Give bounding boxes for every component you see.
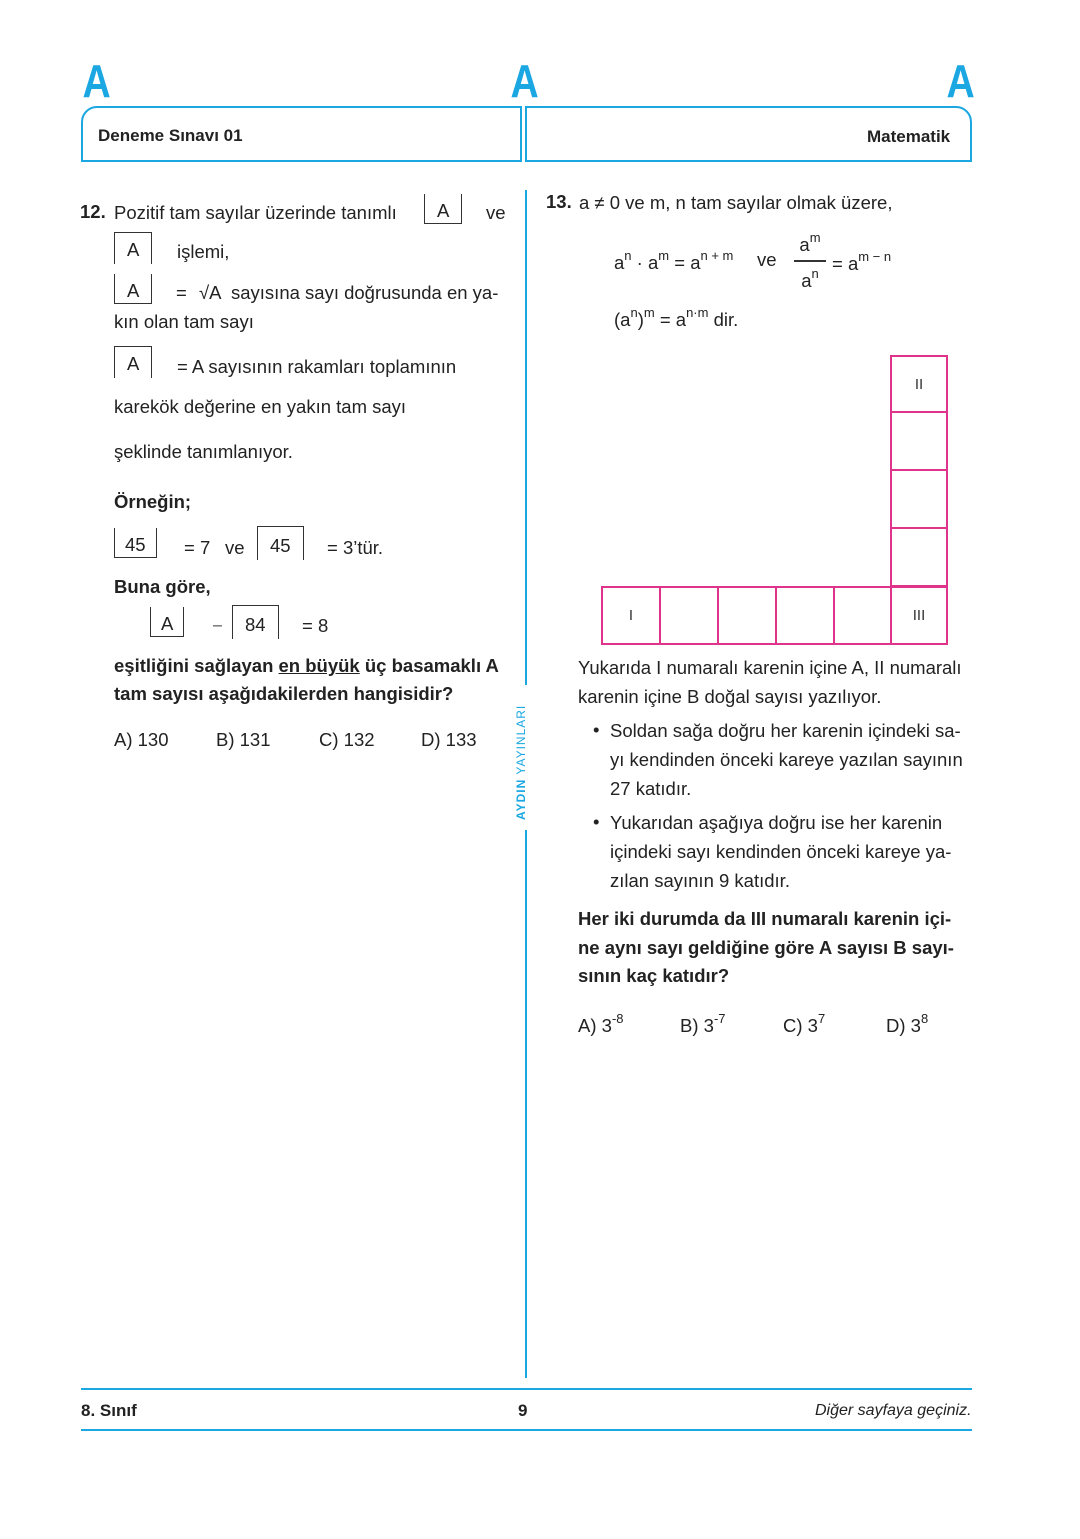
q12-floor-symbol-intro	[424, 194, 462, 224]
column-divider-top	[525, 190, 527, 685]
q12-ex-ve: ve	[225, 537, 245, 558]
q12-eq-floor	[150, 607, 184, 637]
grid-cell-III	[890, 586, 948, 645]
q13-option-c[interactable]	[783, 1011, 825, 1037]
q13-rule-dir: dir.	[713, 309, 739, 330]
q12-question-a: eşitliğini sağlayan	[114, 655, 279, 676]
q12-def1-floor	[114, 274, 152, 304]
q12-eq-res: = 8	[302, 615, 329, 636]
q13-fraction-bar	[794, 260, 826, 262]
q12-def1-text: sayısına sayı doğrusunda en ya-	[231, 282, 499, 303]
grid-cell-horizontal-2	[659, 586, 719, 645]
q12-line1	[114, 202, 397, 224]
grid-cell-horizontal-5	[833, 586, 892, 645]
logo-letter-right: A	[946, 55, 975, 107]
logo-letter-left: A	[82, 55, 111, 107]
q13-bullet2-dot: •	[593, 811, 600, 832]
grid-cell-horizontal-3	[717, 586, 777, 645]
q12-def2-ceil	[114, 346, 152, 378]
column-divider-bottom	[525, 830, 527, 1378]
q12-number: 12.	[80, 201, 106, 222]
side-brand-light: YAYINLARI	[514, 704, 528, 779]
footer-next-note: Diğer sayfaya geçiniz.	[815, 1402, 972, 1419]
q12-ceil-symbol-intro	[114, 232, 152, 264]
q13-rule-quotient-res: = $a^{m - n}$	[832, 249, 892, 274]
q13-rule-ve: ve	[757, 249, 777, 270]
q13-bullet2-line3: zılan sayının 9 katıdır.	[610, 870, 790, 891]
q12-ex-val1: 45	[125, 534, 146, 555]
q13-option-c-label: C) 3	[783, 1015, 818, 1036]
q12-option-b[interactable]: B) 131	[216, 729, 271, 750]
q12-eq-minus: −	[212, 615, 223, 636]
q13-rule-quotient-den: $a^n$	[801, 266, 819, 291]
footer-rule-top	[81, 1388, 972, 1390]
q13-option-d-label: D) 3	[886, 1015, 921, 1036]
q12-option-d[interactable]: D) 133	[421, 729, 477, 750]
q13-option-b[interactable]	[680, 1011, 726, 1037]
q12-def2-text2: karekök değerine en yakın tam sayı	[114, 396, 407, 417]
q13-question-line3: sının kaç katıdır?	[578, 965, 730, 986]
q12-def2-var: A	[127, 353, 140, 374]
q13-bullet1-line1: Soldan sağa doğru her karenin içindeki sa-	[610, 720, 961, 741]
q13-bullet2-line2: içindeki sayı kendinden önceki kareye ya-	[610, 841, 952, 862]
q12-given-label: Buna göre,	[114, 576, 211, 597]
q13-desc-line2: karenin içine B doğal sayısı yazılıyor.	[578, 686, 882, 707]
footer-page-number: 9	[518, 1401, 528, 1420]
grid-cell-vertical-2	[890, 411, 948, 471]
q13-desc-line1: Yukarıda I numaralı karenin içine A, II numaralı	[578, 657, 962, 678]
side-brand-bold: AYDIN	[514, 778, 528, 820]
q12-eq-ceil	[232, 605, 279, 639]
q12-operation: işlemi,	[177, 241, 230, 262]
q12-ex-ceil	[257, 526, 304, 560]
exam-title: Deneme Sınavı 01	[98, 126, 243, 145]
q13-option-c-exp: 7	[817, 1011, 826, 1026]
q13-rule-product: $a^n \cdot a^m = a^{n + m}$	[614, 248, 734, 273]
subject-title: Matematik	[867, 127, 951, 146]
side-brand	[514, 705, 528, 820]
q12-def1-text2: kın olan tam sayı	[114, 311, 254, 332]
q13-option-d[interactable]	[886, 1011, 928, 1037]
q13-option-b-exp: -7	[713, 1011, 726, 1026]
q13-question-line2: ne aynı sayı geldiğine göre A sayısı B sayı-	[578, 937, 954, 958]
q12-question-b: üç basamaklı A	[359, 655, 499, 676]
grid-label-II: II	[914, 375, 924, 393]
q12-eq-val: 84	[245, 614, 266, 635]
q13-bullet2-line1: Yukarıdan aşağıya doğru ise her karenin	[610, 812, 943, 833]
q12-var-a-ceil: A	[127, 239, 140, 260]
q13-bullet1-line2: yı kendinden önceki kareye yazılan sayının	[610, 749, 963, 770]
logo-letter-center: A	[510, 55, 539, 107]
q13-option-b-label: B) 3	[680, 1015, 714, 1036]
q12-def1-eq: =	[176, 282, 187, 303]
grid-cell-vertical-3	[890, 469, 948, 529]
q13-rule-quotient-num: $a^m$	[799, 230, 821, 255]
q13-option-a[interactable]	[578, 1011, 624, 1037]
grid-cell-II	[890, 355, 948, 413]
grid-cell-horizontal-4	[775, 586, 835, 645]
q12-ex-res1: = 7	[184, 537, 211, 558]
q13-rule-power: $(a^n)^m = a^{n\cdot m}$ dir.	[614, 305, 739, 330]
q12-ve: ve	[486, 202, 506, 223]
q13-option-d-exp: 8	[920, 1011, 929, 1026]
q12-question-underline: en büyük	[278, 655, 360, 676]
q12-def1-var: A	[127, 280, 140, 301]
footer-grade: 8. Sınıf	[81, 1401, 137, 1420]
q12-def1-sqrt: √A	[199, 282, 222, 303]
q12-eq-var: A	[161, 613, 174, 634]
grid-label-III: III	[912, 607, 926, 624]
footer-rule-bottom	[81, 1429, 972, 1431]
q12-ex-floor	[114, 528, 157, 558]
q13-intro: a ≠ 0 ve m, n tam sayılar olmak üzere,	[579, 192, 893, 213]
grid-cell-vertical-4	[890, 527, 948, 587]
q13-option-a-label: A) 3	[578, 1015, 612, 1036]
q12-def2-text: = A sayısının rakamları toplamının	[177, 356, 457, 377]
q12-var-a: A	[437, 200, 450, 221]
q12-option-a[interactable]: A) 130	[114, 729, 169, 750]
q13-option-a-exp: -8	[611, 1011, 624, 1026]
q12-line1-text: Pozitif tam sayılar üzerinde tanımlı	[114, 202, 397, 223]
q12-question-line2: tam sayısı aşağıdakilerden hangisidir?	[114, 683, 454, 704]
q12-option-c[interactable]: C) 132	[319, 729, 375, 750]
q13-number: 13.	[546, 191, 572, 212]
q13-bullet1-line3: 27 katıdır.	[610, 778, 692, 799]
grid-cell-I	[601, 586, 661, 645]
q13-question-line1: Her iki durumda da III numaralı karenin içi-	[578, 908, 952, 929]
q12-def-end: şeklinde tanımlanıyor.	[114, 441, 293, 462]
q12-question-line1	[114, 655, 499, 677]
q12-example-label: Örneğin;	[114, 491, 192, 512]
q13-bullet1-dot: •	[593, 719, 600, 740]
grid-label-I: I	[628, 607, 634, 624]
q12-ex-res2: = 3’tür.	[327, 537, 384, 558]
q12-ex-val2: 45	[270, 535, 291, 556]
